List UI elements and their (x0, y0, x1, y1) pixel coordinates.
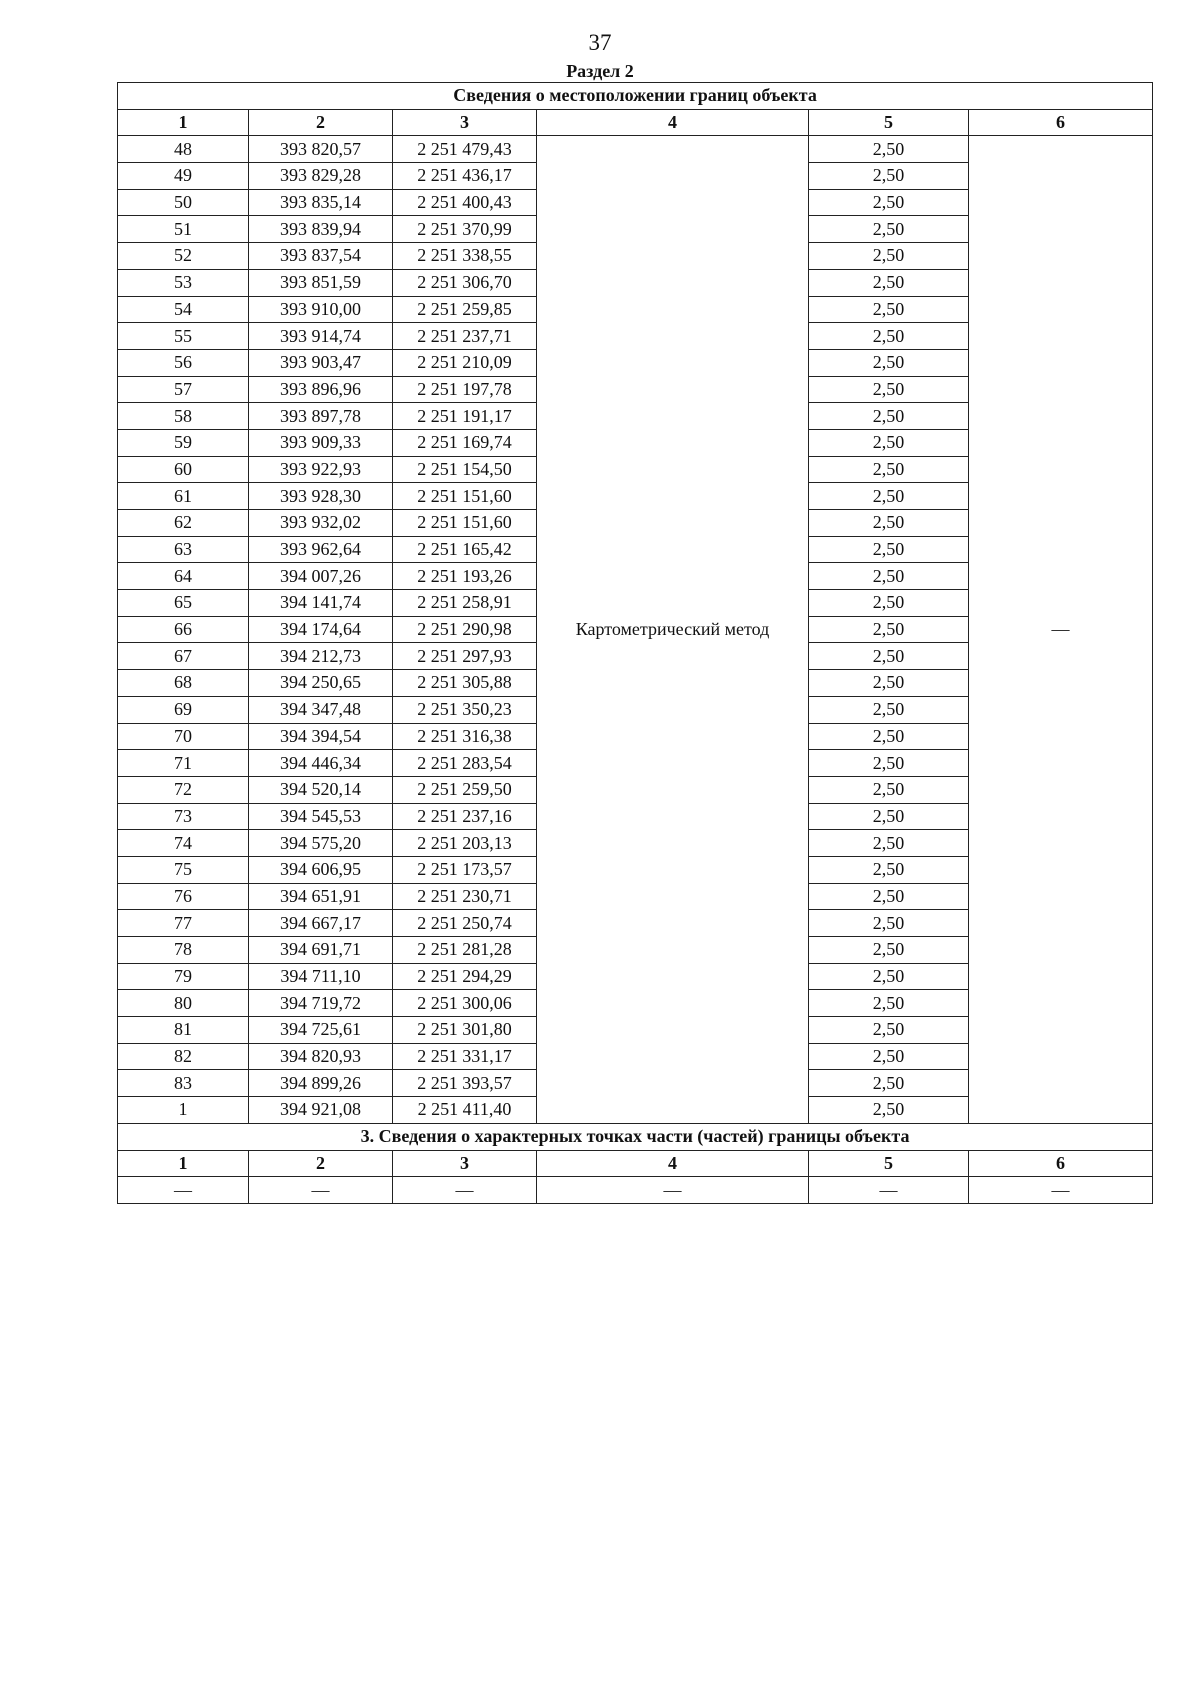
y-coordinate-cell: 2 251 154,50 (393, 456, 537, 483)
accuracy-cell: 2,50 (809, 643, 969, 670)
x-coordinate-cell: 394 921,08 (249, 1097, 393, 1124)
accuracy-cell: 2,50 (809, 1017, 969, 1044)
point-number-cell: 75 (118, 856, 249, 883)
x-coordinate-cell: 393 820,57 (249, 136, 393, 163)
accuracy-cell: 2,50 (809, 296, 969, 323)
y-coordinate-cell: 2 251 301,80 (393, 1017, 537, 1044)
point-number-cell: 53 (118, 269, 249, 296)
point-number-cell: 68 (118, 670, 249, 697)
y-coordinate-cell: 2 251 169,74 (393, 429, 537, 456)
point-number-cell: 81 (118, 1017, 249, 1044)
point-number-cell: 49 (118, 163, 249, 190)
accuracy-cell: 2,50 (809, 510, 969, 537)
accuracy-cell: 2,50 (809, 189, 969, 216)
y-coordinate-cell: 2 251 259,85 (393, 296, 537, 323)
accuracy-cell: 2,50 (809, 937, 969, 964)
empty-cell: — (393, 1177, 537, 1204)
y-coordinate-cell: 2 251 411,40 (393, 1097, 537, 1124)
accuracy-cell: 2,50 (809, 483, 969, 510)
column-header: 1 (118, 1150, 249, 1177)
empty-cell: — (969, 1177, 1153, 1204)
accuracy-cell: 2,50 (809, 856, 969, 883)
y-coordinate-cell: 2 251 237,16 (393, 803, 537, 830)
point-number-cell: 57 (118, 376, 249, 403)
x-coordinate-cell: 393 837,54 (249, 243, 393, 270)
empty-cell: — (809, 1177, 969, 1204)
point-number-cell: 82 (118, 1043, 249, 1070)
accuracy-cell: 2,50 (809, 456, 969, 483)
point-number-cell: 63 (118, 536, 249, 563)
point-number-cell: 52 (118, 243, 249, 270)
y-coordinate-cell: 2 251 173,57 (393, 856, 537, 883)
x-coordinate-cell: 393 914,74 (249, 323, 393, 350)
accuracy-cell: 2,50 (809, 616, 969, 643)
y-coordinate-cell: 2 251 151,60 (393, 510, 537, 537)
section1-title: Сведения о местоположении границ объекта (118, 83, 1153, 110)
y-coordinate-cell: 2 251 305,88 (393, 670, 537, 697)
point-number-cell: 1 (118, 1097, 249, 1124)
accuracy-cell: 2,50 (809, 883, 969, 910)
x-coordinate-cell: 394 899,26 (249, 1070, 393, 1097)
accuracy-cell: 2,50 (809, 1043, 969, 1070)
accuracy-cell: 2,50 (809, 670, 969, 697)
point-number-cell: 69 (118, 696, 249, 723)
point-number-cell: 77 (118, 910, 249, 937)
x-coordinate-cell: 394 141,74 (249, 590, 393, 617)
x-coordinate-cell: 393 851,59 (249, 269, 393, 296)
point-number-cell: 70 (118, 723, 249, 750)
x-coordinate-cell: 394 725,61 (249, 1017, 393, 1044)
x-coordinate-cell: 394 606,95 (249, 856, 393, 883)
y-coordinate-cell: 2 251 281,28 (393, 937, 537, 964)
column-header: 5 (809, 109, 969, 136)
y-coordinate-cell: 2 251 237,71 (393, 323, 537, 350)
x-coordinate-cell: 393 962,64 (249, 536, 393, 563)
y-coordinate-cell: 2 251 250,74 (393, 910, 537, 937)
accuracy-cell: 2,50 (809, 269, 969, 296)
x-coordinate-cell: 394 545,53 (249, 803, 393, 830)
x-coordinate-cell: 393 910,00 (249, 296, 393, 323)
page-number: 37 (588, 30, 612, 55)
x-coordinate-cell: 394 719,72 (249, 990, 393, 1017)
x-coordinate-cell: 393 922,93 (249, 456, 393, 483)
x-coordinate-cell: 394 711,10 (249, 963, 393, 990)
accuracy-cell: 2,50 (809, 536, 969, 563)
y-coordinate-cell: 2 251 197,78 (393, 376, 537, 403)
section3-empty-row (118, 1177, 1153, 1204)
point-number-cell: 80 (118, 990, 249, 1017)
x-coordinate-cell: 394 651,91 (249, 883, 393, 910)
accuracy-cell: 2,50 (809, 429, 969, 456)
section1-title-row (118, 83, 1153, 110)
x-coordinate-cell: 394 667,17 (249, 910, 393, 937)
accuracy-cell: 2,50 (809, 803, 969, 830)
column-header-row (118, 109, 1153, 136)
point-number-cell: 56 (118, 349, 249, 376)
point-number-cell: 65 (118, 590, 249, 617)
y-coordinate-cell: 2 251 370,99 (393, 216, 537, 243)
x-coordinate-cell: 393 839,94 (249, 216, 393, 243)
boundary-table (117, 82, 1153, 1204)
x-coordinate-cell: 394 347,48 (249, 696, 393, 723)
x-coordinate-cell: 393 909,33 (249, 429, 393, 456)
y-coordinate-cell: 2 251 400,43 (393, 189, 537, 216)
x-coordinate-cell: 394 394,54 (249, 723, 393, 750)
point-number-cell: 78 (118, 937, 249, 964)
point-number-cell: 83 (118, 1070, 249, 1097)
point-number-cell: 60 (118, 456, 249, 483)
point-number-cell: 66 (118, 616, 249, 643)
accuracy-cell: 2,50 (809, 910, 969, 937)
y-coordinate-cell: 2 251 259,50 (393, 776, 537, 803)
point-number-cell: 74 (118, 830, 249, 857)
y-coordinate-cell: 2 251 331,17 (393, 1043, 537, 1070)
point-number-cell: 54 (118, 296, 249, 323)
accuracy-cell: 2,50 (809, 163, 969, 190)
accuracy-cell: 2,50 (809, 776, 969, 803)
empty-cell: — (537, 1177, 809, 1204)
x-coordinate-cell: 394 007,26 (249, 563, 393, 590)
point-number-cell: 64 (118, 563, 249, 590)
point-number-cell: 67 (118, 643, 249, 670)
point-number-cell: 61 (118, 483, 249, 510)
column-header: 2 (249, 109, 393, 136)
point-number-cell: 73 (118, 803, 249, 830)
x-coordinate-cell: 394 446,34 (249, 750, 393, 777)
x-coordinate-cell: 393 928,30 (249, 483, 393, 510)
accuracy-cell: 2,50 (809, 963, 969, 990)
y-coordinate-cell: 2 251 393,57 (393, 1070, 537, 1097)
y-coordinate-cell: 2 251 151,60 (393, 483, 537, 510)
y-coordinate-cell: 2 251 193,26 (393, 563, 537, 590)
y-coordinate-cell: 2 251 230,71 (393, 883, 537, 910)
accuracy-cell: 2,50 (809, 563, 969, 590)
point-number-cell: 59 (118, 429, 249, 456)
x-coordinate-cell: 393 829,28 (249, 163, 393, 190)
y-coordinate-cell: 2 251 283,54 (393, 750, 537, 777)
accuracy-cell: 2,50 (809, 216, 969, 243)
y-coordinate-cell: 2 251 338,55 (393, 243, 537, 270)
column-header: 4 (537, 1150, 809, 1177)
point-number-cell: 72 (118, 776, 249, 803)
y-coordinate-cell: 2 251 306,70 (393, 269, 537, 296)
column-header: 3 (393, 109, 537, 136)
x-coordinate-cell: 393 897,78 (249, 403, 393, 430)
accuracy-cell: 2,50 (809, 349, 969, 376)
x-coordinate-cell: 393 896,96 (249, 376, 393, 403)
description-cell: — (969, 136, 1153, 1123)
accuracy-cell: 2,50 (809, 750, 969, 777)
column-header: 5 (809, 1150, 969, 1177)
accuracy-cell: 2,50 (809, 403, 969, 430)
y-coordinate-cell: 2 251 316,38 (393, 723, 537, 750)
y-coordinate-cell: 2 251 203,13 (393, 830, 537, 857)
section-title: Раздел 2 (566, 61, 634, 81)
x-coordinate-cell: 393 835,14 (249, 189, 393, 216)
y-coordinate-cell: 2 251 165,42 (393, 536, 537, 563)
point-number-cell: 58 (118, 403, 249, 430)
column-header: 4 (537, 109, 809, 136)
accuracy-cell: 2,50 (809, 323, 969, 350)
point-number-cell: 62 (118, 510, 249, 537)
x-coordinate-cell: 393 932,02 (249, 510, 393, 537)
empty-cell: — (118, 1177, 249, 1204)
accuracy-cell: 2,50 (809, 136, 969, 163)
point-number-cell: 55 (118, 323, 249, 350)
table-row (118, 136, 1153, 163)
point-number-cell: 48 (118, 136, 249, 163)
point-number-cell: 76 (118, 883, 249, 910)
point-number-cell: 71 (118, 750, 249, 777)
accuracy-cell: 2,50 (809, 830, 969, 857)
y-coordinate-cell: 2 251 350,23 (393, 696, 537, 723)
x-coordinate-cell: 394 691,71 (249, 937, 393, 964)
y-coordinate-cell: 2 251 258,91 (393, 590, 537, 617)
y-coordinate-cell: 2 251 210,09 (393, 349, 537, 376)
method-cell: Картометрический метод (537, 136, 809, 1123)
column-header: 2 (249, 1150, 393, 1177)
y-coordinate-cell: 2 251 191,17 (393, 403, 537, 430)
y-coordinate-cell: 2 251 479,43 (393, 136, 537, 163)
section3-column-header-row (118, 1150, 1153, 1177)
accuracy-cell: 2,50 (809, 990, 969, 1017)
x-coordinate-cell: 394 212,73 (249, 643, 393, 670)
point-number-cell: 79 (118, 963, 249, 990)
accuracy-cell: 2,50 (809, 243, 969, 270)
accuracy-cell: 2,50 (809, 723, 969, 750)
y-coordinate-cell: 2 251 294,29 (393, 963, 537, 990)
point-number-cell: 51 (118, 216, 249, 243)
section3-title: 3. Сведения о характерных точках части (частей) границы объекта (118, 1123, 1153, 1150)
x-coordinate-cell: 393 903,47 (249, 349, 393, 376)
column-header: 3 (393, 1150, 537, 1177)
empty-cell: — (249, 1177, 393, 1204)
x-coordinate-cell: 394 520,14 (249, 776, 393, 803)
x-coordinate-cell: 394 174,64 (249, 616, 393, 643)
accuracy-cell: 2,50 (809, 1070, 969, 1097)
accuracy-cell: 2,50 (809, 376, 969, 403)
accuracy-cell: 2,50 (809, 1097, 969, 1124)
y-coordinate-cell: 2 251 290,98 (393, 616, 537, 643)
column-header: 6 (969, 1150, 1153, 1177)
section3-title-row (118, 1123, 1153, 1150)
accuracy-cell: 2,50 (809, 696, 969, 723)
column-header: 1 (118, 109, 249, 136)
y-coordinate-cell: 2 251 297,93 (393, 643, 537, 670)
x-coordinate-cell: 394 575,20 (249, 830, 393, 857)
column-header: 6 (969, 109, 1153, 136)
y-coordinate-cell: 2 251 300,06 (393, 990, 537, 1017)
x-coordinate-cell: 394 250,65 (249, 670, 393, 697)
y-coordinate-cell: 2 251 436,17 (393, 163, 537, 190)
point-number-cell: 50 (118, 189, 249, 216)
x-coordinate-cell: 394 820,93 (249, 1043, 393, 1070)
accuracy-cell: 2,50 (809, 590, 969, 617)
